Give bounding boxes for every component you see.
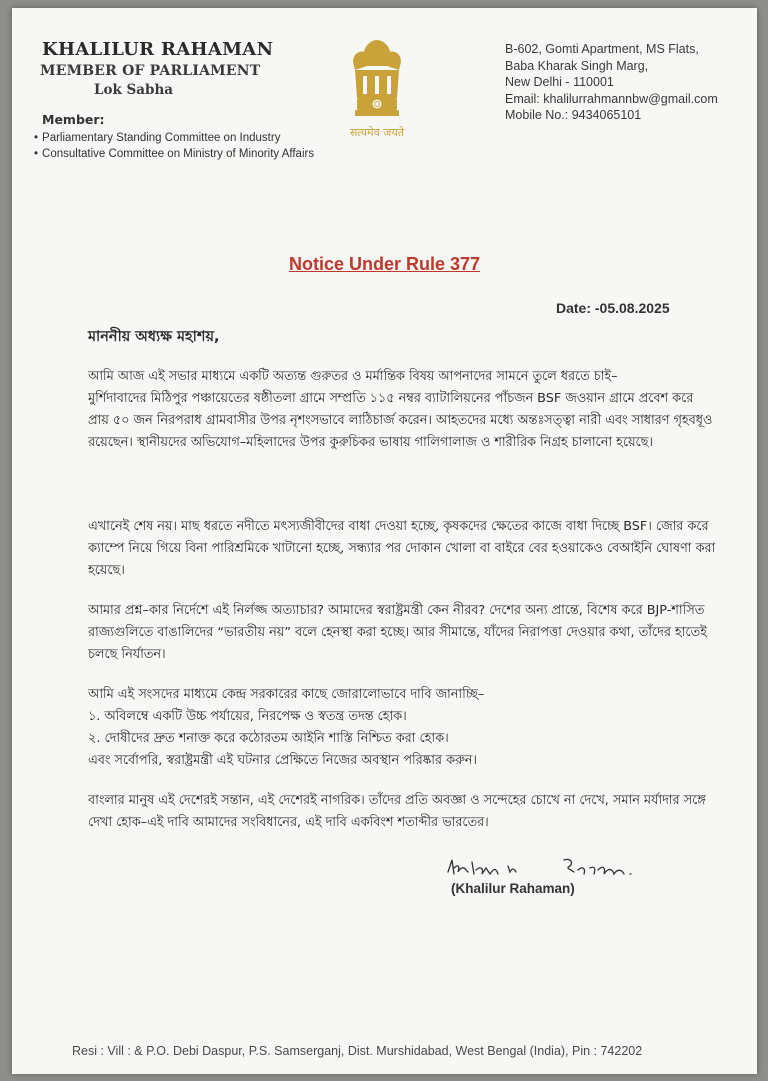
notice-date: Date: -05.08.2025 [556, 300, 670, 316]
paragraph-2: এখানেই শেষ নয়। মাছ ধরতে নদীতে মৎস্যজীবীদের বাধা দেওয়া হচ্ছে, কৃষকদের ক্ষেতের কাজে বাধা দিচ্ছে BSF। জোর করে ক্যাম্পে নিয়ে গিয়ে বিনা পারিশ্রমিকে খাটানো হচ্ছে, সন্ধ্যার পর দোকান খোলা বা বাইরে বের হওয়াকেও বেআইনি ঘোষণা করা হয়েছে। [88, 519, 716, 578]
paragraph-3: আমার প্রশ্ন–কার নির্দেশে এই নির্লজ্জ অত্যাচার? আমাদের স্বরাষ্ট্রমন্ত্রী কেন নীরব? দেশের অন্য প্রান্তে, বিশেষ করে BJP-শাসিত রাজ্যগুলিতে বাঙালিদের “ভারতীয় নয়” বলে হেনস্থা করা হচ্ছে। আর সীমান্তে, যাঁদের নিরাপত্তা দেওয়ার কথা, তাঁদের হাতেই চলছে নির্যাতন। [88, 603, 707, 662]
mp-house: Lok Sabha [94, 82, 174, 98]
email-line: Email: khalilurrahmannbw@gmail.com [505, 91, 718, 106]
salutation: মাননীয় অধ্যক্ষ মহাশয়, [88, 329, 220, 345]
address-block [505, 41, 718, 124]
signatory-name: (Khalilur Rahaman) [451, 881, 575, 896]
mobile-line: Mobile No.: 9434065101 [505, 108, 642, 122]
emblem-motto: सत्यमेव जयते [349, 126, 405, 139]
handwritten-signature [444, 854, 684, 882]
ashoka-emblem-icon [345, 36, 409, 144]
address-line: B-602, Gomti Apartment, MS Flats, [505, 42, 699, 56]
paragraph-5: বাংলার মানুষ এই দেশেরই সন্তান, এই দেশেরই নাগরিক। তাঁদের প্রতি অবজ্ঞা ও সন্দেহের চোখে না দেখে, সমান মর্যাদার সঙ্গে দেখা হোক–এই দাবি আমাদের সংবিধানের, এই দাবি একবিংশ শতাব্দীর ভারতের। [88, 793, 706, 830]
paragraph-1: আমি আজ এই সভার মাধ্যমে একটি অত্যন্ত গুরুতর ও মর্মান্তিক বিষয় আপনাদের সামনে তুলে ধরতে চাই– মুর্শিদাবাদের মিঠিপুর পঞ্চায়েতের ষষ্ঠীতলা গ্রামে সম্প্রতি ১১৫ নম্বর ব্যাটালিয়নের পাঁচজন BSF জওয়ান গ্রামে প্রবেশ করে প্রায় ৫০ জন নিরপরাধ গ্রামবাসীর উপর নৃশংসভাবে লাঠিচার্জ করেন। আহতদের মধ্যে অন্তঃসত্ত্বা নারী এবং সাধারণ গৃহবধূও রয়েছেন। স্থানীয়দের অভিযোগ–মহিলাদের উপর কুরুচিকর ভাষায় গালিগালাজ ও শারীরিক নিগ্রহ চালানো হয়েছে। [88, 369, 713, 450]
committee-item: • Parliamentary Standing Committee on Industry [34, 130, 314, 146]
mp-title: MEMBER OF PARLIAMENT [40, 63, 261, 79]
committee-item: • Consultative Committee on Ministry of Minority Affairs [34, 146, 314, 162]
notice-title: Notice Under Rule 377 [288, 254, 481, 274]
letter-page [12, 8, 757, 1074]
residence-address: Resi : Vill : & P.O. Debi Daspur, P.S. Samserganj, Dist. Murshidabad, West Bengal (India), Pin : 742202 [72, 1044, 643, 1058]
paragraph-4: আমি এই সংসদের মাধ্যমে কেন্দ্র সরকারের কাছে জোরালোভাবে দাবি জানাচ্ছি– ১. অবিলম্বে একটি উচ্চ পর্যায়ের, নিরপেক্ষ ও স্বতন্ত্র তদন্ত হোক। ২. দোষীদের দ্রুত শনাক্ত করে কঠোরতম আইনি শাস্তি নিশ্চিত করা হোক। এবং সর্বোপরি, স্বরাষ্ট্রমন্ত্রী এই ঘটনার প্রেক্ষিতে নিজের অবস্থান পরিষ্কার করুন। [88, 687, 485, 768]
committee-list [34, 130, 314, 162]
address-line: Baba Kharak Singh Marg, [505, 58, 649, 73]
mp-name: KHALILUR RAHAMAN [42, 39, 274, 60]
address-line: New Delhi - 110001 [505, 75, 614, 89]
member-label: Member: [42, 112, 105, 127]
